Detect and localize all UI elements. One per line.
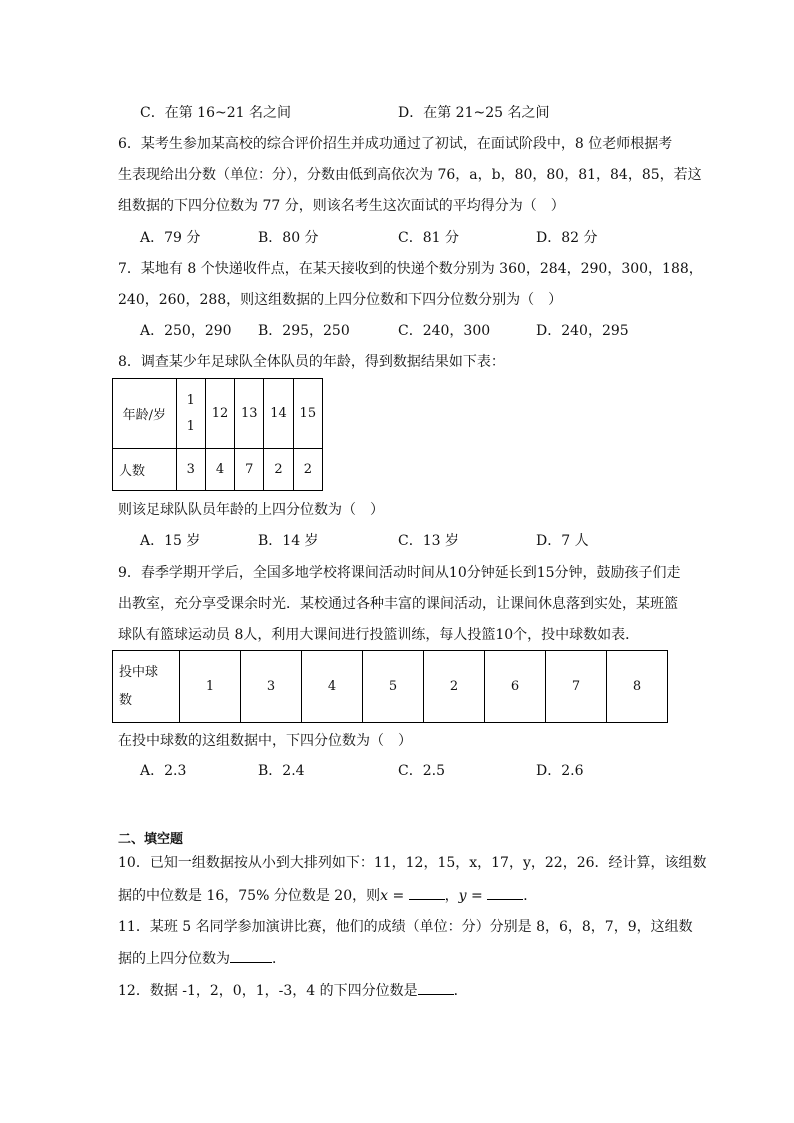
- q9-option-c: C．2.5: [398, 763, 445, 779]
- q6-option-c: C．81 分: [398, 230, 459, 246]
- q8-option-d: D．7 人: [536, 533, 589, 549]
- q11-line-1: 11．某班 5 名同学参加演讲比赛，他们的成绩（单位：分）分别是 8，6，8，7，9，这组数: [118, 919, 693, 935]
- q9-option-a: A．2.3: [140, 763, 187, 779]
- q9-cell-3: 4: [302, 651, 363, 723]
- q9-line-3: 球队有篮球运动员 8人，利用大课间进行投篮训练，每人投篮10个，投中球数如表．: [118, 627, 640, 643]
- q8-option-c: C．13 岁: [398, 533, 459, 549]
- q10-end: ．: [523, 888, 538, 904]
- q9-cell-6: 6: [485, 651, 546, 723]
- q6-option-b: B．80 分: [258, 230, 319, 246]
- q12-blank[interactable]: [418, 980, 454, 995]
- q12-line-text: 12．数据 -1，2，0，1，-3，4 的下四分位数是: [118, 983, 418, 999]
- q9-cell-4: 5: [363, 651, 424, 723]
- q8-cell-count-4: 2: [264, 449, 293, 491]
- q12-line: [118, 980, 468, 1001]
- q10-blank-x[interactable]: [409, 885, 445, 900]
- q5-option-d: D．在第 21~25 名之间: [398, 105, 550, 121]
- q6-line-2: 生表现给出分数（单位：分），分数由低到高依次为 76，a，b，80，80，81，84，85，若这: [118, 167, 702, 183]
- q7-option-a: A．250，290: [140, 323, 232, 339]
- q8-cell-age-13: 13: [235, 379, 264, 449]
- q8-cell-count-5: 2: [293, 449, 322, 491]
- q10-blank-y[interactable]: [487, 885, 523, 900]
- q8-cell-age-15: 15: [293, 379, 322, 449]
- q11-blank[interactable]: [230, 948, 272, 963]
- q6-line-3: 组数据的下四分位数为 77 分，则该名考生这次面试的平均得分为（ ）: [118, 198, 565, 214]
- q8-header-age: 年龄/岁: [113, 379, 177, 449]
- q10-eq-1: =: [388, 888, 409, 904]
- q9-shots-table: [112, 650, 668, 723]
- q9-header-label: 投中球数: [119, 664, 159, 708]
- q10-eq-2: =: [466, 888, 488, 904]
- q9-cell-1: 1: [180, 651, 241, 723]
- q8-cell-age-11: 1 1: [176, 379, 205, 449]
- q9-cell-5: 2: [424, 651, 485, 723]
- q7-option-d: D．240，295: [536, 323, 629, 339]
- q9-line-1: 9．春季学期开学后，全国多地学校将课间活动时间从10分钟延长到15分钟，鼓励孩子们走: [118, 565, 681, 581]
- q11-line-2-text: 据的上四分位数为: [118, 951, 230, 967]
- q5-option-c: C．在第 16~21 名之间: [140, 105, 291, 121]
- q6-option-d: D．82 分: [536, 230, 598, 246]
- q7-option-b: B．295，250: [258, 323, 350, 339]
- q8-cell-count-1: 3: [176, 449, 205, 491]
- q10-x-var: x: [380, 888, 389, 904]
- q9-question: 在投中球数的这组数据中，下四分位数为（ ）: [118, 733, 412, 749]
- q12-end: ．: [453, 983, 468, 999]
- q8-age-table: [112, 378, 323, 491]
- q11-line-2: [118, 948, 286, 969]
- q8-option-a: A．15 岁: [140, 533, 201, 549]
- q7-line-1: 7．某地有 8 个快递收件点，在某天接收到的快递个数分别为 360，284，290，300，188，: [118, 261, 703, 277]
- q7-line-2: 240，260，288，则这组数据的上四分位数和下四分位数分别为（ ）: [118, 292, 563, 308]
- q8-intro: 8．调查某少年足球队全体队员的年龄，得到数据结果如下表：: [118, 354, 505, 370]
- q8-option-b: B．14 岁: [258, 533, 319, 549]
- q10-y-var: y: [458, 888, 467, 904]
- q8-cell-age-12: 12: [205, 379, 234, 449]
- q6-line-1: 6．某考生参加某高校的综合评价招生并成功通过了初试，在面试阶段中，8 位老师根据考: [118, 136, 673, 152]
- q9-line-2: 出教室，充分享受课余时光．某校通过各种丰富的课间活动，让课间休息落到实处，某班篮: [118, 596, 678, 612]
- q8-cell-age-14: 14: [264, 379, 293, 449]
- section-fill-in-title: 二、填空题: [118, 832, 184, 847]
- q9-option-d: D．2.6: [536, 763, 584, 779]
- q10-line-2-text: 据的中位数是 16，75% 分位数是 20，则: [118, 888, 381, 904]
- q11-end: ．: [272, 951, 286, 967]
- q9-header-shots: [113, 651, 180, 723]
- q9-cell-8: 8: [607, 651, 668, 723]
- q8-question: 则该足球队队员年龄的上四分位数为（ ）: [118, 502, 384, 518]
- q9-option-b: B．2.4: [258, 763, 305, 779]
- q8-cell-count-2: 4: [205, 449, 234, 491]
- q8-cell-count-3: 7: [235, 449, 264, 491]
- q10-line-2: [118, 885, 537, 906]
- q8-header-count: 人数: [113, 449, 177, 491]
- q10-comma: ，: [444, 888, 459, 904]
- q9-cell-7: 7: [546, 651, 607, 723]
- q9-cell-2: 3: [241, 651, 302, 723]
- q10-line-1: 10．已知一组数据按从小到大排列如下：11，12，15，x，17，y，22，26．经计算，该组数: [118, 855, 707, 871]
- q7-option-c: C．240，300: [398, 323, 491, 339]
- q6-option-a: A．79 分: [140, 230, 201, 246]
